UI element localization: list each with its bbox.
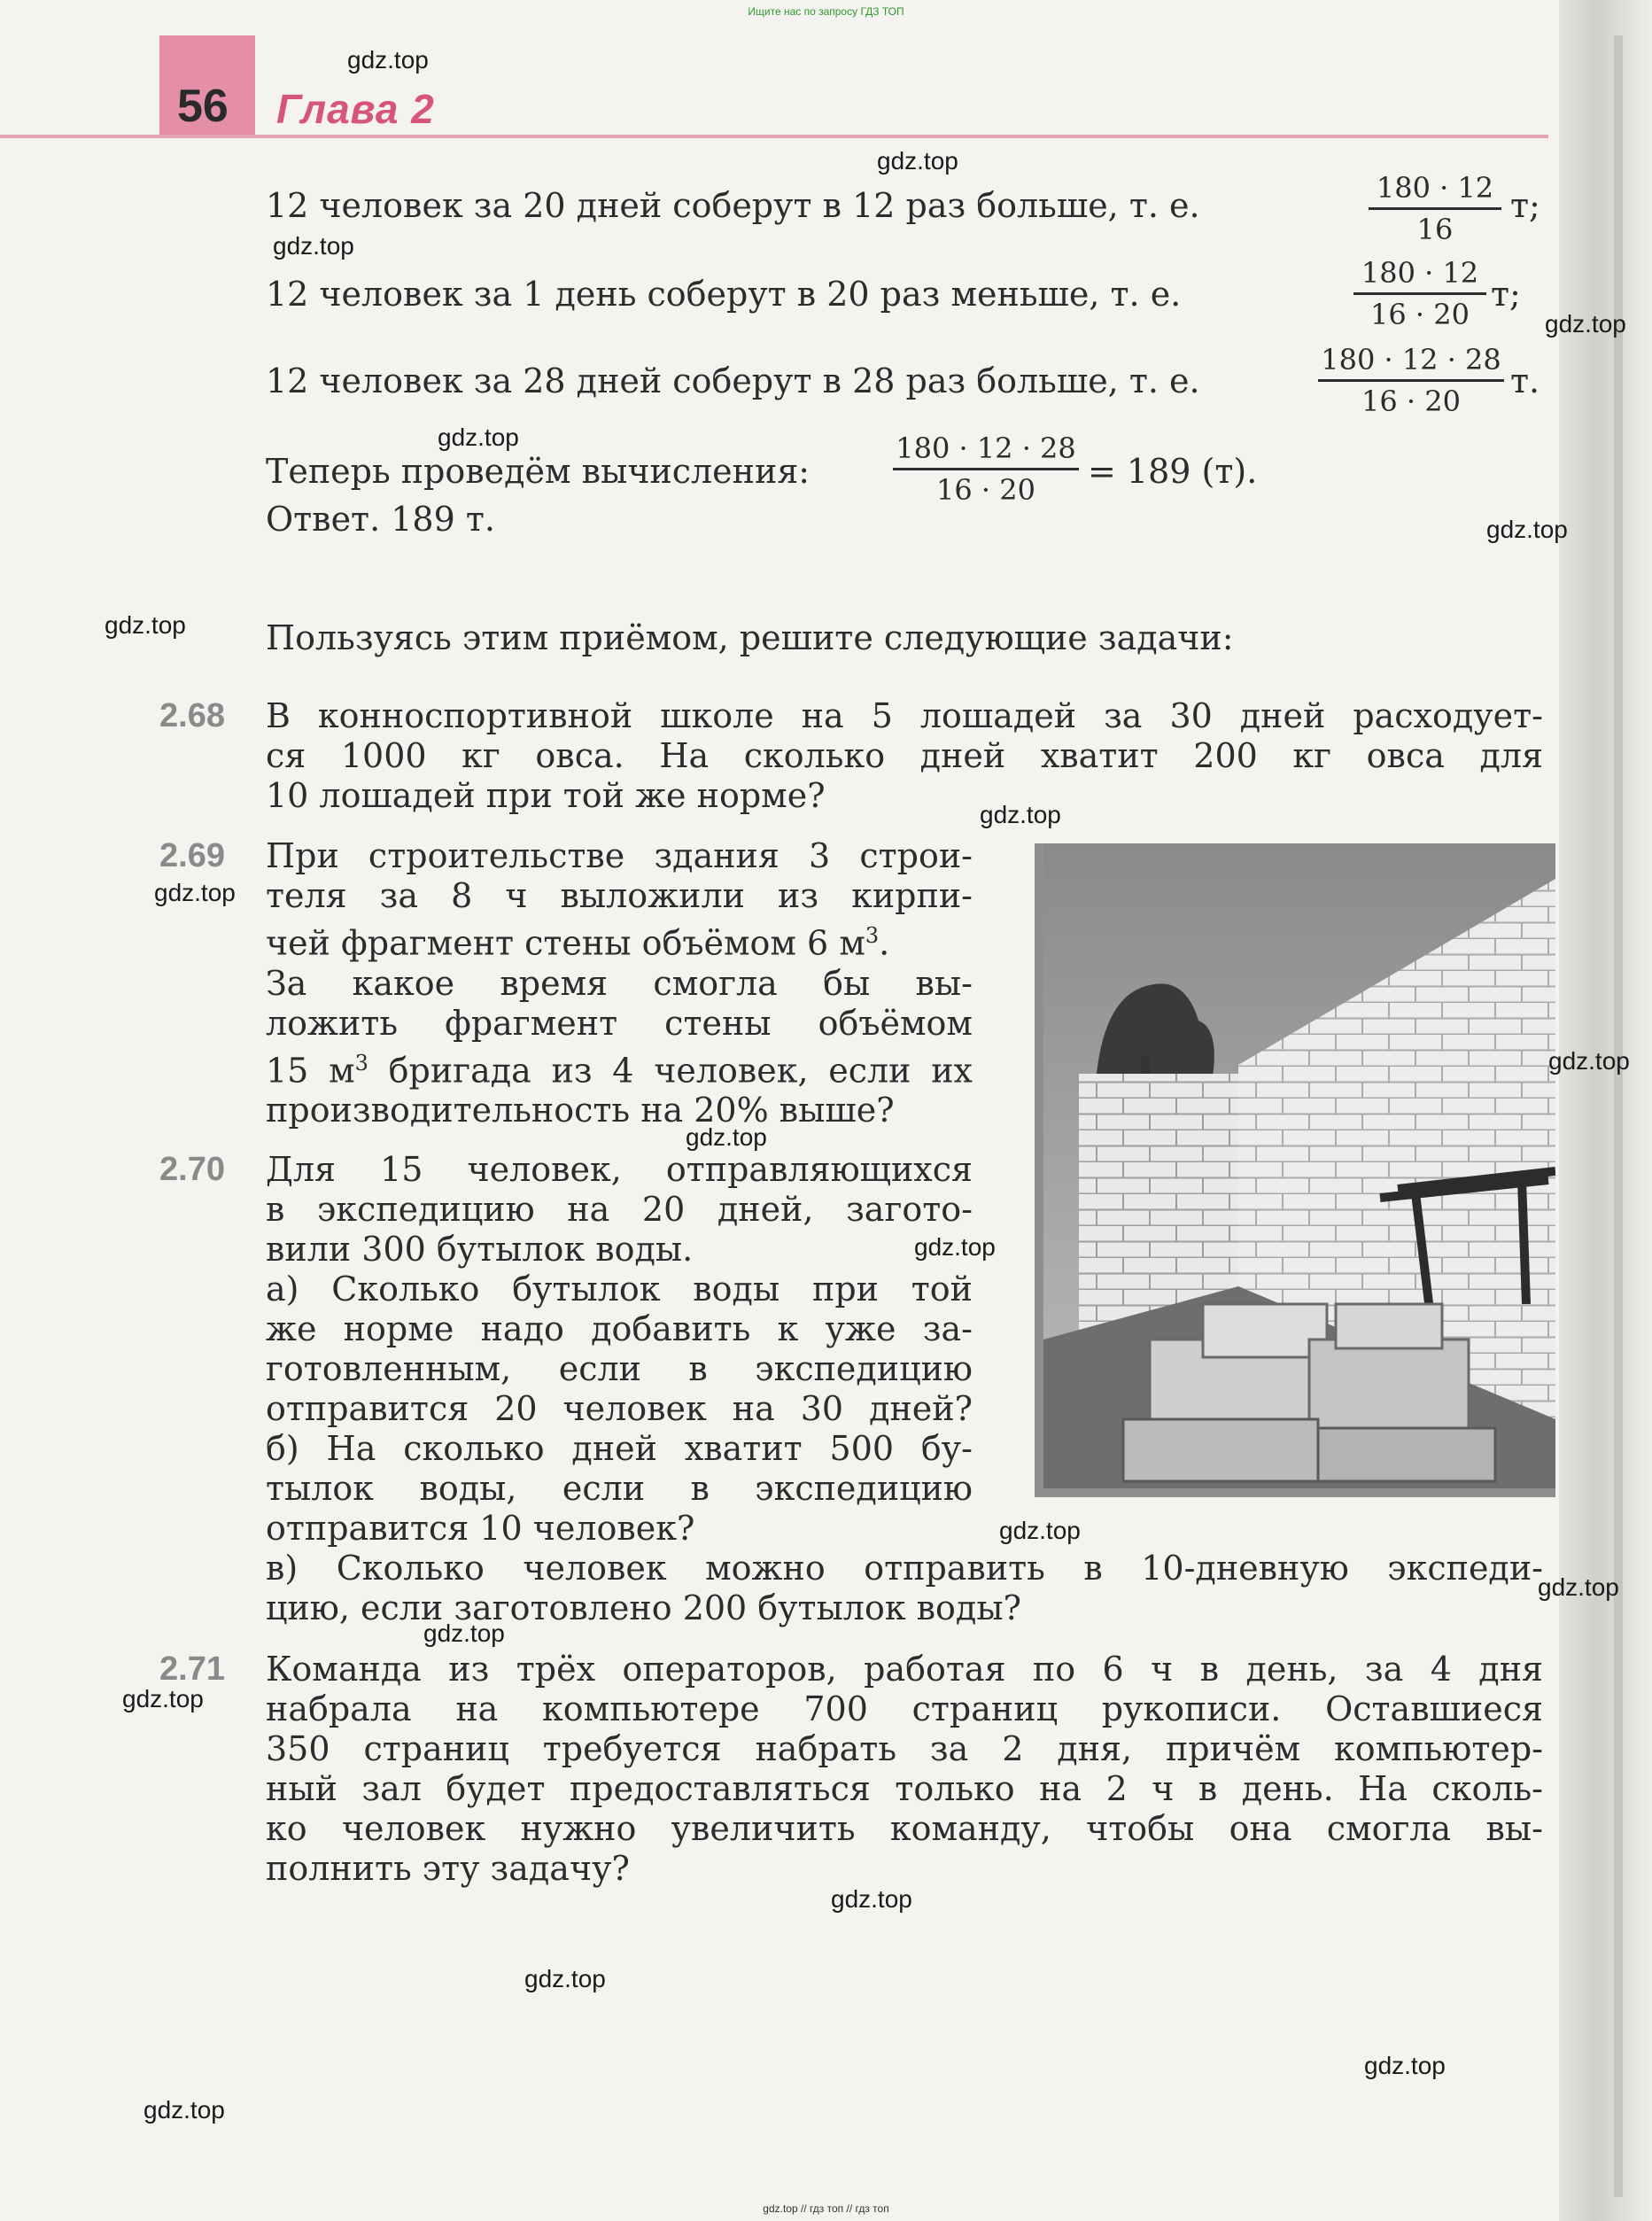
fraction-1-denominator: 16 xyxy=(1416,213,1454,246)
problem-2-69-line-4: За какое время смогла бы вы- xyxy=(266,963,973,1003)
problem-2-70-line-5: же норме надо добавить к уже за- xyxy=(266,1309,973,1348)
brick-wall-photo xyxy=(1035,843,1555,1497)
brick-wall-illustration xyxy=(1043,843,1555,1488)
problem-2-70-line-12: цию, если заготовлено 200 бутылок воды? xyxy=(266,1588,1021,1627)
problem-2-70-line-8: б) На сколько дней хватит 500 бу- xyxy=(266,1429,973,1468)
problem-2-69-line-7: производительность на 20% выше? xyxy=(266,1091,895,1130)
watermark: gdz.top xyxy=(143,2096,225,2124)
problem-2-69-text xyxy=(266,836,973,1130)
fraction-3-numerator: 180 · 12 · 28 xyxy=(1321,343,1501,377)
problem-2-71-line-5: ко человек нужно увеличить команду, чтобы она смогла вы- xyxy=(266,1809,1543,1848)
watermark: gdz.top xyxy=(154,879,236,906)
watermark: gdz.top xyxy=(1545,310,1626,338)
fraction-4-numerator: 180 · 12 · 28 xyxy=(896,431,1076,465)
problem-2-69-line-1: При строительстве здания 3 строи- xyxy=(266,836,973,875)
watermark: gdz.top xyxy=(831,1885,912,1913)
watermark: gdz.top xyxy=(877,147,958,175)
watermark: gdz.top xyxy=(999,1517,1081,1544)
solution-line-3: 12 человек за 28 дней соберут в 28 раз больше, т. е. xyxy=(266,361,1200,400)
problem-2-68-number: 2.68 xyxy=(159,697,225,734)
problem-2-71-line-2: набрала на компьютере 700 страниц рукописи. Оставшиеся xyxy=(266,1689,1543,1728)
calculation-line: Теперь проведём вычисления: xyxy=(266,452,810,491)
watermark: gdz.top xyxy=(122,1685,204,1712)
watermark: gdz.top xyxy=(1538,1573,1619,1601)
fraction-4 xyxy=(893,431,1079,508)
problem-2-68-line-1: В конноспортивной школе на 5 лошадей за 30 дней расходует- xyxy=(266,696,1543,735)
problem-2-70-line-11: в) Сколько человек можно отправить в 10-дневную экспеди- xyxy=(266,1549,1543,1588)
problem-2-70-line-2: в экспедицию на 20 дней, загото- xyxy=(266,1190,973,1229)
problem-2-71-line-4: ный зал будет предоставляться только на 2 ч в день. На сколь- xyxy=(266,1769,1543,1808)
fraction-1-bar xyxy=(1369,207,1501,210)
chapter-title: Глава 2 xyxy=(276,86,435,132)
solution-line-2-tail: т; xyxy=(1491,275,1521,314)
intro-line: Пользуясь этим приёмом, решите следующие задачи: xyxy=(266,618,1234,657)
header-rule xyxy=(0,135,1548,138)
watermark: gdz.top xyxy=(524,1965,606,1992)
problem-2-69-line-6-rest: бригада из 4 человек, если их xyxy=(368,1051,973,1091)
watermark: gdz.top xyxy=(105,611,186,639)
problem-2-69-line-6-start: 15 м xyxy=(266,1051,355,1091)
fraction-2-bar xyxy=(1353,292,1486,295)
fraction-1 xyxy=(1369,170,1501,247)
problem-2-69-sup-1: 3 xyxy=(865,923,880,948)
problem-2-69-number: 2.69 xyxy=(159,837,225,874)
calculation-result: = 189 (т). xyxy=(1088,452,1258,491)
solution-line-2: 12 человек за 1 день соберут в 20 раз меньше, т. е. xyxy=(266,275,1182,314)
solution-line-3-tail: т. xyxy=(1510,361,1540,400)
fraction-4-bar xyxy=(893,468,1079,470)
problem-2-69-line-2: теля за 8 ч выложили из кирпи- xyxy=(266,876,973,915)
problem-2-70-line-4: а) Сколько бутылок воды при той xyxy=(266,1270,973,1309)
watermark: gdz.top xyxy=(1364,2052,1446,2079)
problem-2-71-line-6: полнить эту задачу? xyxy=(266,1849,630,1888)
watermark: gdz.top xyxy=(914,1233,996,1261)
problem-2-68-line-2: ся 1000 кг овса. На сколько дней хватит 200 кг овса для xyxy=(266,736,1543,775)
fraction-2 xyxy=(1353,255,1486,332)
problem-2-70-text-b xyxy=(266,1549,1543,1628)
watermark: gdz.top xyxy=(423,1619,505,1647)
watermark: gdz.top xyxy=(347,46,429,74)
problem-2-70-line-6: готовленным, если в экспедицию xyxy=(266,1349,973,1388)
fraction-1-numerator: 180 · 12 xyxy=(1376,171,1494,205)
page-number: 56 xyxy=(177,81,229,132)
watermark: gdz.top xyxy=(273,232,354,260)
fraction-3-denominator: 16 · 20 xyxy=(1361,384,1461,418)
fraction-2-denominator: 16 · 20 xyxy=(1370,298,1470,331)
problem-2-71-number: 2.71 xyxy=(159,1650,225,1688)
problem-2-70-line-3: вили 300 бутылок воды. xyxy=(266,1230,694,1269)
watermark: gdz.top xyxy=(1548,1047,1630,1075)
problem-2-71-line-1: Команда из трёх операторов, работая по 6 ч в день, за 4 дня xyxy=(266,1650,1543,1689)
problem-2-70-line-10: отправится 10 человек? xyxy=(266,1509,695,1548)
problem-2-69-line-3: чей фрагмент стены объёмом 6 $м^3$. xyxy=(266,923,890,963)
fraction-3 xyxy=(1318,342,1504,419)
bottom-note: gdz.top // гдз топ // гдз топ xyxy=(763,2202,889,2215)
watermark: gdz.top xyxy=(1486,516,1568,543)
problem-2-70-number: 2.70 xyxy=(159,1151,225,1188)
problem-2-70-text-a xyxy=(266,1150,973,1549)
problem-2-68-line-3: 10 лошадей при той же норме? xyxy=(266,776,826,815)
watermark: gdz.top xyxy=(686,1123,767,1151)
problem-2-69-line-6 xyxy=(266,1044,973,1091)
problem-2-71-line-3: 350 страниц требуется набрать за 2 дня, причём компьютер- xyxy=(266,1729,1543,1768)
fraction-3-bar xyxy=(1318,379,1504,382)
problem-2-70-line-1: Для 15 человек, отправляющихся xyxy=(266,1150,973,1189)
solution-line-1-tail: т; xyxy=(1510,186,1540,225)
problem-2-69-line-5: ложить фрагмент стены объёмом xyxy=(266,1003,973,1043)
top-note: Ищите нас по запросу ГДЗ ТОП xyxy=(748,5,904,18)
watermark: gdz.top xyxy=(980,801,1061,828)
solution-line-1: 12 человек за 20 дней соберут в 12 раз больше, т. е. xyxy=(266,186,1200,225)
problem-2-70-line-7: отправится 20 человек на 30 дней? xyxy=(266,1389,973,1428)
fraction-2-numerator: 180 · 12 xyxy=(1361,256,1479,290)
answer-line: Ответ. 189 т. xyxy=(266,500,495,539)
watermark: gdz.top xyxy=(438,423,519,451)
page-fold-line xyxy=(1614,35,1623,2197)
problem-2-69-sup-2: 3 xyxy=(354,1050,368,1076)
problem-2-69-line-3-text: чей фрагмент стены объёмом 6 м xyxy=(266,923,865,963)
fraction-4-denominator: 16 · 20 xyxy=(936,473,1035,507)
problem-2-68-text xyxy=(266,696,1543,816)
problem-2-70-line-9: тылок воды, если в экспедицию xyxy=(266,1469,973,1508)
problem-2-71-text xyxy=(266,1650,1543,1889)
